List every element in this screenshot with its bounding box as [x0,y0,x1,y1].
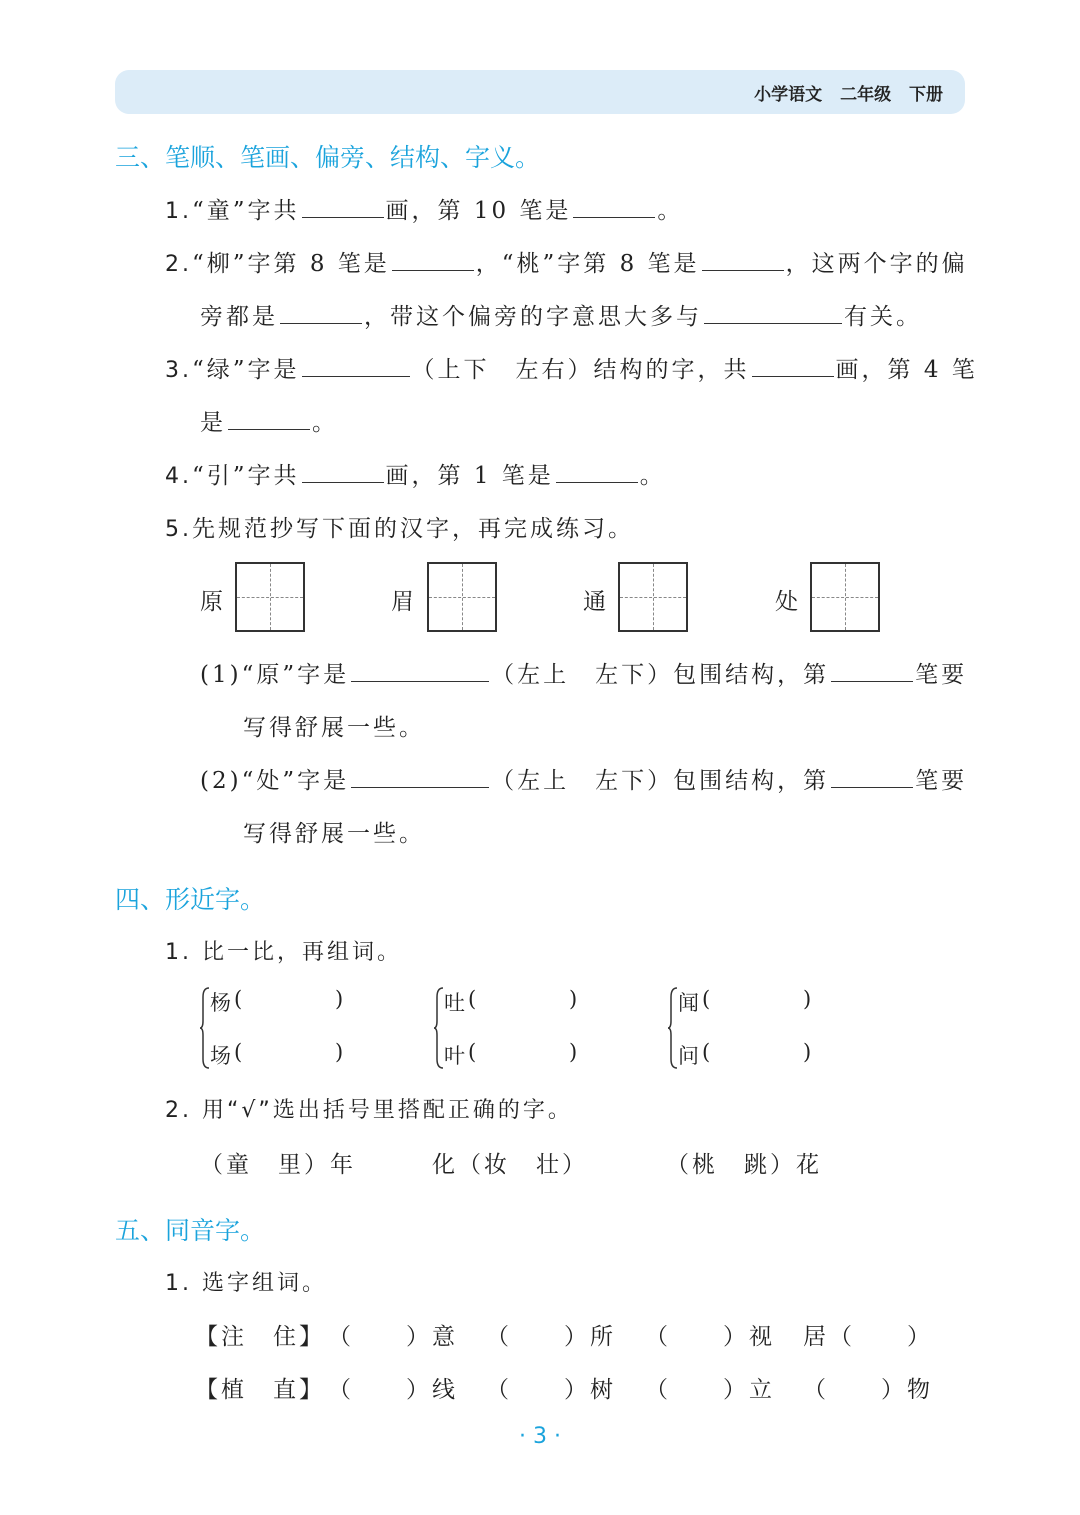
s3-q3-line1 [165,351,978,384]
answer-blank[interactable] [831,763,913,788]
answer-blank[interactable] [228,405,310,430]
answer-blank[interactable] [831,657,913,682]
q-text: 画，第 4 笔 [835,357,978,383]
s5-q1 [165,1266,327,1297]
s3-q3-line2 [200,404,338,437]
section5-title: 五、同音字。 [115,1216,266,1245]
section4-title: 四、形近字。 [115,885,266,914]
writing-grid[interactable] [427,562,497,632]
homophone-blank[interactable]: （ ）线 [328,1377,458,1403]
s3-q2-line2 [200,298,922,331]
q-text: 有关。 [844,304,922,330]
q-text: 笔要 [915,662,968,688]
q-number: 4. [165,464,192,489]
q-text: ，带这个偏旁的字意思大多与 [364,304,702,330]
choice-item[interactable]: （童 里）年 [200,1152,356,1178]
copy-char: 通 [583,589,609,615]
homophone-label: 【植 直】 [195,1377,325,1403]
page-number: · 3 · [519,1424,561,1449]
answer-blank[interactable] [573,193,655,218]
paren-open: ( [468,1040,477,1064]
answer-blank[interactable] [392,246,474,271]
q-text: 画，第 10 笔是 [385,198,572,224]
pair-char: 杨 [210,991,231,1015]
homophone-blank[interactable]: （ ）立 [645,1377,775,1403]
q-number: 1. [165,1271,192,1296]
q-text: 旁都是 [200,304,278,330]
q-text: 用“√”选出括号里搭配正确的字。 [202,1098,573,1123]
paren-open: ( [234,1040,243,1064]
q-number: 2. [165,1098,192,1123]
homophone-blank[interactable]: （ ）树 [486,1377,616,1403]
homophone-blank[interactable]: （ ）意 [328,1324,458,1350]
q-text: 比一比，再组词。 [202,940,403,965]
q-text: （左上 左下）包围结构，第 [491,768,830,794]
pair-char: 吐 [444,991,465,1015]
section3-title: 三、笔顺、笔画、偏旁、结构、字义。 [115,143,541,172]
s4-q1 [165,935,402,966]
q-text: ，“桃”字第 8 笔是 [475,251,700,277]
q-text: (1)“原”字是 [200,662,350,688]
homophone-blank[interactable]: （ ）视 [645,1324,775,1350]
s3-q5-sub2 [200,762,967,795]
answer-blank[interactable] [302,352,410,377]
q-text: 。 [312,410,338,436]
answer-blank[interactable] [302,193,384,218]
paren-open: ( [468,987,477,1011]
paren-close: ) [335,1040,344,1064]
header-subject: 小学语文 [754,85,823,105]
s3-q5 [165,510,634,543]
q-number: 2. [165,252,192,277]
answer-blank[interactable] [704,299,842,324]
q-number: 5. [165,517,192,542]
choice-item[interactable]: 化（妆 壮） [432,1152,588,1178]
paren-close: ) [335,987,344,1011]
q-text: “绿”字是 [192,357,300,383]
q-text: 。 [657,198,684,224]
q-number: 3. [165,358,192,383]
s3-q1 [165,192,683,225]
answer-blank[interactable] [556,458,638,483]
header-text [754,80,943,105]
homophone-blank[interactable]: （ ）物 [803,1377,933,1403]
q-text: （上下 左右）结构的字，共 [411,357,750,383]
pair-char: 场 [210,1044,231,1068]
brace-icon [434,987,444,1069]
q-text: 画，第 1 笔是 [385,463,554,489]
q-text: (2)“处”字是 [200,768,350,794]
writing-grid[interactable] [810,562,880,632]
copy-char: 眉 [391,589,417,615]
writing-grid[interactable] [618,562,688,632]
s3-q4 [165,457,666,490]
copy-char: 处 [775,589,801,615]
s3-q5-sub1 [200,656,967,689]
choice-item[interactable]: （桃 跳）花 [666,1152,822,1178]
writing-grid[interactable] [235,562,305,632]
answer-blank[interactable] [702,246,784,271]
q-text: ，这两个字的偏 [785,251,968,277]
paren-open: ( [702,987,711,1011]
q-text: 笔要 [915,768,968,794]
copy-char: 原 [200,589,226,615]
s3-q5-sub2-line2: 写得舒展一些。 [243,821,425,847]
homophone-blank[interactable]: 居（ ） [803,1324,933,1350]
q-text: “柳”字第 8 笔是 [192,251,390,277]
header-grade: 二年级 [840,85,892,105]
brace-icon [668,987,678,1069]
brace-icon [200,987,210,1069]
q-text: 。 [639,463,666,489]
s4-q2 [165,1093,573,1124]
s3-q5-sub1-line2: 写得舒展一些。 [243,715,425,741]
paren-close: ) [803,987,812,1011]
q-text: 选字组词。 [202,1271,328,1296]
pair-char: 问 [678,1044,699,1068]
q-number: 1. [165,199,192,224]
paren-close: ) [803,1040,812,1064]
q-text: “引”字共 [192,463,300,489]
q-number: 1. [165,940,192,965]
answer-blank[interactable] [351,763,489,788]
paren-open: ( [234,987,243,1011]
answer-blank[interactable] [752,352,834,377]
header-volume: 下册 [909,85,943,105]
pair-char: 叶 [444,1044,465,1068]
q-text: 是 [200,410,226,436]
answer-blank[interactable] [280,299,362,324]
homophone-blank[interactable]: （ ）所 [486,1324,616,1350]
header-bar [115,70,965,114]
homophone-label: 【注 住】 [195,1324,325,1350]
paren-close: ) [569,987,578,1011]
q-text: 先规范抄写下面的汉字，再完成练习。 [192,516,634,542]
pair-char: 闻 [678,991,699,1015]
paren-close: ) [569,1040,578,1064]
q-text: “童”字共 [192,198,300,224]
answer-blank[interactable] [302,458,384,483]
q-text: （左上 左下）包围结构，第 [491,662,830,688]
answer-blank[interactable] [351,657,489,682]
s3-q2-line1 [165,245,968,278]
paren-open: ( [702,1040,711,1064]
